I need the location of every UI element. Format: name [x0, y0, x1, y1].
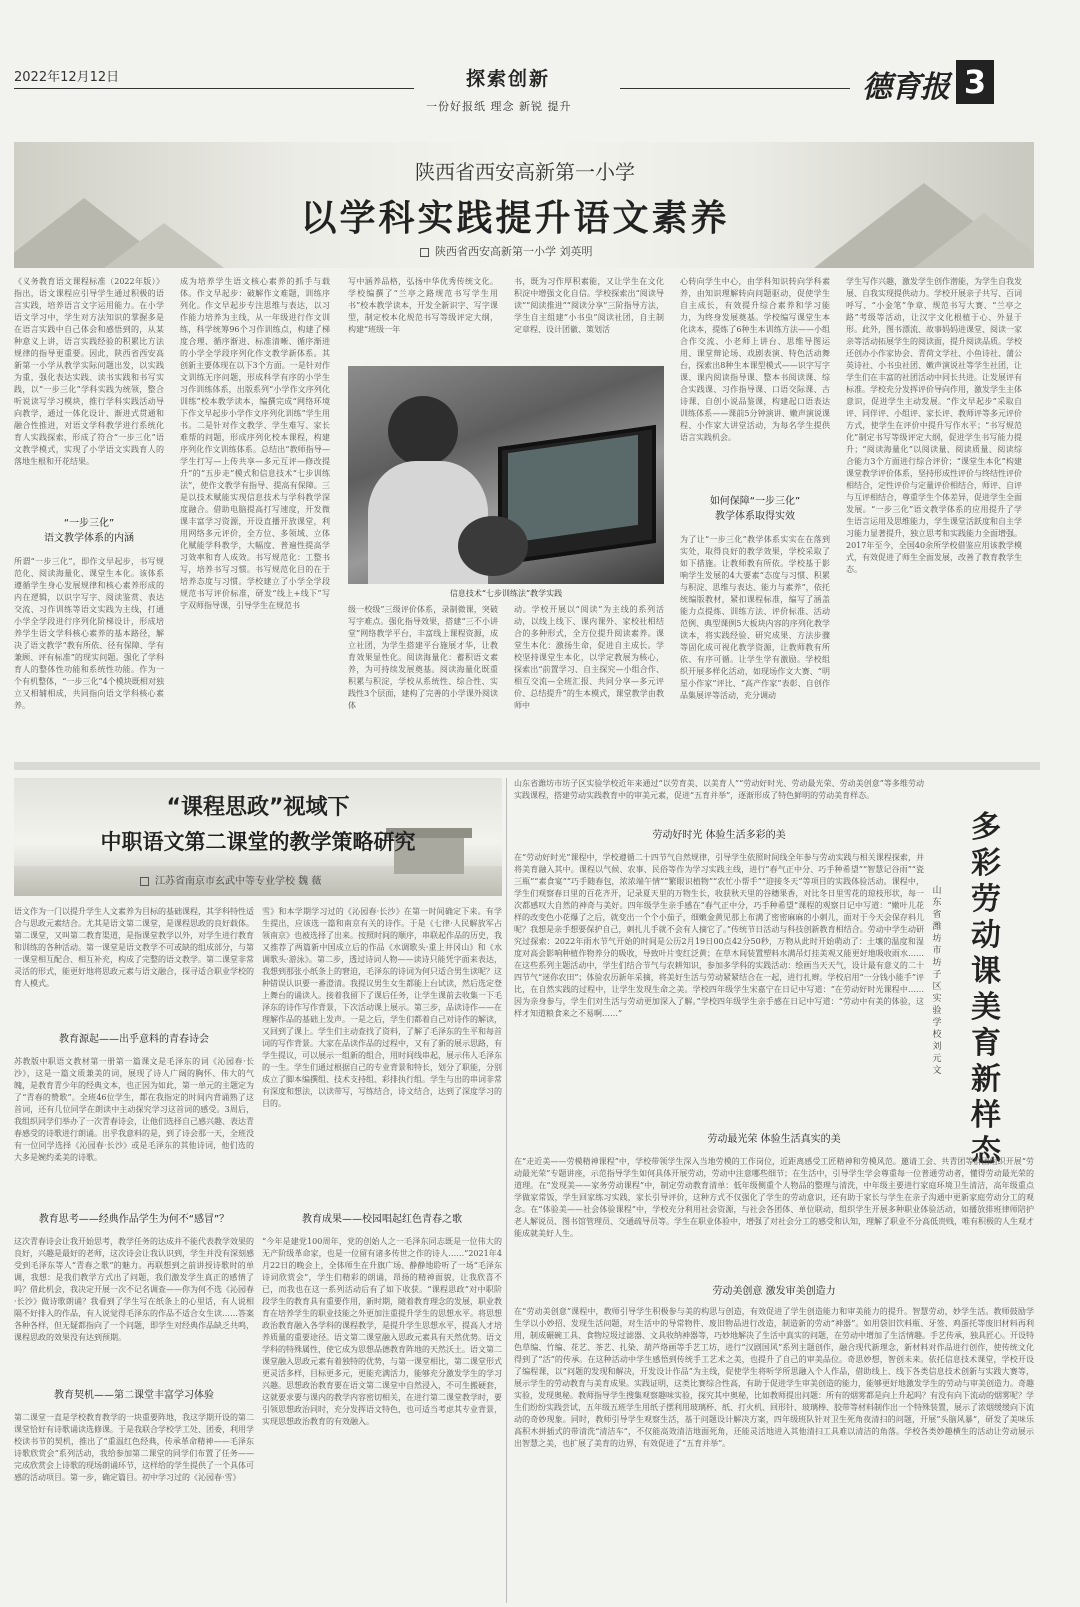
article2-title-line1: “课程思政”视域下	[166, 795, 350, 820]
article2-para-3: 第二课堂一直是学校教育教学的一块重要阵地，我这学期开设的第二课堂恰好有诗歌诵读选修课。于是我联合学校学工处、团委，利用学校读书节的契机，推出了“重温红色经典，传承革命精神——毛泽东诗歌欣赏会”系列活动，我给参加第二课堂的同学们布置了任务——完成欣赏会上诗歌的现场朗诵环节，这样给的学生提供了一个具体可感的活动项目。第一步，确定篇目。初中学习过的《沁园春·雪》	[14, 1413, 254, 1482]
header-rule-left	[14, 88, 414, 89]
article1-subhead-1: “一步三化” 语文教学体系的内涵	[44, 518, 134, 544]
article2-para-2: 这次青春诗会让我开始思考，教学任务的达成并不能代表教学效果的良好，兴趣是最好的老师，这次诗会让我认识到，学生并没有深刻感受到毛泽东等人“青春之歌”的魅力。再联想到之前讲授诗歌时的单调，我想：是我们教学方式出了问题，我们激发学生真正的感情了吗？借此机会，我决定开展一次不记名调查——你为何不选《沁园春·长沙》做诗歌朗诵？我看到了学生写在纸条上的心里话，有人说相隔不好排入的作品，有人说觉得毛泽东的作品不适合女生读……答案各种各样，但无疑都指向了一个问题，即学生对经典作品缺乏共鸣，课程思政的效果没有达到预期。	[14, 1237, 254, 1342]
article2-para-1: 苏教版中职语文教材第一册第一篇课文是毛泽东的词《沁园春·长沙》，这是一篇文质兼美的词，展现了诗人广阔的胸怀、伟大的气魄，是教育青少年的经典文本，也正因为如此，第一单元的主题定为了“青春的赞歌”。全班46位学生，都在我指定的时间内背诵熟了这首词，还有几位同学在朗读中主动探究学习这首词的感受。3周后，我组织同学们举办了一次青春诗会，让他们选择自己感兴趣、表达青春感受的诗歌进行朗诵。出乎我意料的是，到了诗会那一天，全班没有一位同学选择《沁园春·长沙》或是毛泽东的其他诗词，他们选的大多是婉约柔美的诗歌。	[14, 1057, 254, 1162]
article3-para-3: 在“劳动美创意”课程中，教师引导学生积极参与美的构思与创造，有效促进了学生创造能力和审美能力的提升。智慧劳动，妙学生活。教师鼓励学生学以小妙招、发现生活问题，对生活中的导常物件、废旧物品进行改造，制造新的劳动“神器”。如用袋旧饮料瓶、牙签、鸡蛋托等废旧材料再利用，制成碾碗工具、食物垃圾过滤器、文具收纳神器等，巧妙地解决了生活中真实的问题，在劳动中增加了生活情趣。手艺传承，独具匠心。开设特色草编、竹编、花艺、茶艺、扎染、葫芦烙画等手艺工坊，进行“汉剧国风”系列主题创作，融合现代新理念，新材料对作品进行创作，使传统文化得到了“活”的传承。在这种活动中学生感悟到传统手工艺术之美，也提升了自己的审美品位。奇思妙想，智创未来。依托信息技术课堂，学校开设了编程课，以“问题的发现和解决，开发设计作品”为主线，促使学生将听学所思融入个人作品，借助线上、线下各类信息技术创新与实践大赛等，展示学生的劳动教育与美育成果。实践证明，这类比赛综合性高，有助于促进学生审美创造的能力，能够更好地激发学生的劳动与审美创造力。奇趣实验，发现奥秘。教师指导学生搜集观察趣味实验，探究其中奥秘，比如教师提出问题：所有的烟雾都是向上升起吗？有没有向下流动的烟雾呢？学生们纷纷实践尝试，五年级五班学生用纸子摆利用玻璃杯、纸、打火机、回形针、玻璃棒、胶带等材料制作出一个特殊装置，展示了浓烟缓缓向下流动的奇妙现象。同时，教师引导学生观察生活，基于问题设计解决方案，四年级班队针对卫生死角夜清扫的问题，开展“头脑风暴”，研发了美味乐高积木拼插式的带清洗“清洁车”，不仅能高效清洁地面死角，还能灵活地进入其他清扫工具难以清洁的角落。学校各类妙趣横生的活动让劳动展示出智慧之美，也扩展了美育的边界，有效促进了“五育并举”。	[514, 1307, 1034, 1448]
article2-heading-1: 教育源起——出乎意料的青春诗会	[59, 1034, 209, 1045]
article3-author: 山东省潍坊市坊子区实验学校 刘元文	[932, 886, 942, 1076]
header-rule-right	[620, 88, 850, 89]
article1-col4-text: 书，既为习作厚积素能，又让学生在文化积淀中增强文化自信。学校探索出“阅读导读”“阅读推进”“阅读分享”三阶指导方法，学生自主组建“小书虫”阅读社团，自主制定章程、设计团徽、策划活	[514, 277, 664, 334]
article2-title-line2: 中职语文第二课堂的教学策略研究	[100, 830, 416, 854]
article1-col1-text: 《义务教育语文课程标准（2022年版）》指出，语文课程应引导学生通过积极的语言实践，培养语言文字运用能力。在小学语文学习中，学生对方法知识的掌握多是在语言实践中自己体会和感悟到的，从某种意义上讲，语言实践经验的积累比方法规律的指导更重要。因此，陕西省西安高新第一小学从教学实际问题出发，以实践为重，强化表达实践、读书实践和书写实践，以“一步三化”学科实践为统领，整合听说读写学习模块，推行学科实践活动导向教学，通过一体化设计、渐进式贯通和融合性推进，对语文学科教学进行系统化育人实践探索，形成了符合“一步三化”语文教学模式，实现了小学语文实践育人的落地生根和开花结果。	[14, 277, 164, 466]
article3-heading-3: 劳动美创意 激发审美创造力	[712, 1286, 836, 1297]
article2-heading-3: 教育契机——第二课堂丰富学习体验	[54, 1390, 214, 1401]
article1-subhead-2: 如何保障“一步三化” 教学体系取得实效	[709, 496, 801, 522]
article3-heading-2: 劳动最光荣 体验生活真实的美	[707, 1134, 841, 1145]
article3-intro: 山东省潍坊市坊子区实验学校近年来通过“以劳育美、以美育人”“劳动好时光、劳动最光荣、劳动美创意”等多维劳动实践课程，搭建劳动实践教育中的审美元素，促进“五育并举”，逐渐形成了特色鲜明的劳动美育样态。	[514, 779, 924, 800]
article1-col1-text-b: 所谓“一步三化”，即作文早起步，书写规范化、阅读海量化、课堂生本化。该体系遵循学生身心发展规律和核心素养形成的内在逻辑，以识字写字、阅读鉴赏、表达交流、习作训练等语文实践为主线，打通小学全学段进行序列化阶梯设计，形成培养学生语文学科核心素养的基本路径，解决了语文教学“教有所依、径有保障、学有兼顾、评有标准”的现实问题。强化了学科育人的整体性功能和系统性功能。作为一个有机整体，“一步三化”4个模块既相对独立又相辅相成，共同指向语文学科核心素养。	[14, 557, 164, 710]
article1-byline	[420, 243, 593, 259]
article1-title: 以学科实践提升语文素养	[300, 198, 730, 239]
article1-col3-text-b: 级一校级”三级评价体系，录制微课，突破写字难点。强化指导效果，搭建“三不小讲堂”网络教学平台，丰富线上课程资源，成立社团，为学生搭建平台施展才华，让教育效果显性化。阅读海量化：蓄积语文素养，为可持续发展奠基。阅读海量化既重积累与积淀，学校从系统性、综合性、实践性3个层面，建构了完善的小学课外阅读体	[348, 605, 498, 710]
article2-col2-text: 雪》和本学期学习过的《沁园春·长沙》在第一时间确定下来。有学生提出，应该选一篇和南京有关的诗作。于是《七律·人民解放军占领南京》也被选择了出来。按照时间的顺序，串联起作品的历史，我又推荐了两篇新中国成立后的作品《水调歌头·重上井冈山》和《水调歌头·游泳》。第二步，透过诗词人物——读诗只能凭字面来表达，我想到那张小纸条上的窘迫，毛泽东的诗词为何只适合男生读呢？这种错误认识要一番澄清。我提议男生女生都能上台试读，然后选定登上舞台的诵读人。接着我留下了课后任务，让学生课前去收集一下毛泽东的诗作写作背景，下次活动课上展示。第三步，品读诗作——在理解作品的基础上发声。一是之后，学生们都着自己对诗作的解读，又回到了课上。学生们主动查找了资料，了解了毛泽东的生平和每首词的写作背景。大家在品读作品的过程中，又有了新的展示思路，有学生提议，可以展示一组新的组合，用时间线串起，展示伟人毛泽东的一生。学生们通过根据自己的专业背景和特长，划分了职能，分别成立了脚本编撰组、技术支持组、彩排执行组。学生与出的串词非常有深度和想法，以读带写，写练结合，诗文结合，达到了深度学习的目的。	[262, 907, 502, 1108]
article1-col2-text: 成为培养学生语文核心素养的抓手与载体。作文早起步：破解作文难题，训练序列化。作文早起步专注思维与表达，以习作能力培养为主线，从一年级进行作文训练，科学统筹96个习作训练点，构建了梯度合理、循序渐进、标准清晰、循序渐进的小学全学段序列化作文教学新体系。其创新主要体现在以下3个方面。一是针对作文训练无序问题，形成科学有序的小学生习作训练体系，出版系列“小学作文序列化训练”校本教学读本，编撰完成“网络环境下作文早起步小学作文序列化训练”学生用书。二是针对作文教学、学生难写、家长难帮的问题，形成序列化校本课程，构建序列化作文训练体系。总结出“教师指导—学生打写—上传共享—多元互评—修改提升”的“五步走”模式和信息技术“七步训练法”，使作文教学有指导、提高有保障。三是以技术赋能实现信息技术与学科教学深度融合。借助电脑提高打写速度，开发微课丰富学习资源，开设直播开放课堂，利用网络多元评价，全方位、多领域、立体化赋能学科教学，大幅度、普遍性提高学习效率和育人成效。书写规范化：工整书写，培养书写习惯。书写规范化目的在于培养态度与习惯。学校建立了小学全学段规范书写评价标准，研发“线上+线下”写字双师指导课，引导学生在规范书	[180, 277, 330, 610]
article1-col4-text-b: 动。学校开展以“阅读”为主线的系列活动，以线上线下、课内课外、家校社相结合的多种形式，全方位提升阅读素养。课堂生本化：激扬生命，促进自主成长。学校坚持课堂生本化，以学定教展为核心，探索出“前置学习、自主探究—小组合作、相互交流—全班汇报、共同分享—多元评价、总结提升”的生本模式，课堂教学由教师中	[514, 605, 664, 710]
article1-subtitle: 陕西省西安高新第一小学	[415, 160, 635, 184]
article2-heading-2: 教育思考——经典作品学生为何不“感冒”？	[38, 1214, 230, 1225]
article2-byline	[140, 872, 321, 887]
section-divider-band	[14, 762, 1040, 770]
photo-caption: 信息技术“七步训练法”教学实践	[449, 589, 563, 598]
section-title: 探索创新	[466, 68, 551, 90]
article2-author: 江苏省南京市玄武中等专业学校 魏 薇	[155, 876, 322, 887]
issue-date: 2022年12月12日	[14, 70, 120, 85]
newspaper-logo: 德育报	[862, 70, 949, 105]
column-divider	[506, 778, 507, 1603]
article1-col6-text: 学生写作兴趣，激发学生创作潜能，为学生自我发展、自我实现提供动力。学校开展亲子共写、百词呼写、“小金笔”争章、规范书写大赛、“兰亭之路”考级等活动，让汉字文化根植于心、外显于形。此外，图书漂流、故事妈妈进课堂、阅读一家亲等活动拓展学生的阅读面，提升阅读品质。学校还创办小作家协会、青荷文学社、小鱼诗社、蒲公英诗社、小书虫社团、嫩声演说社等学生社团，让学生们在丰富的社团活动中同长共进。让发展评有标准。学校充分发挥评价导向作用，激发学生主体意识，促进学生主动发展。“作文早起步”采取自评、同伴评、小组评、家长评、教师评等多元评价方式，使学生在评价中提升写作水平；“书写规范化”制定书写等级评定大纲，促进学生书写能力提升；“阅读海量化”以阅读量、阅读质量、阅读综合能力3个方面进行综合评价；“课堂生本化”构建课堂教学评价体系，坚持形成性评价与终结性评价相结合，定性评价与定量评价相结合，师评、自评与互评相结合，尊重学生个体差异，促进学生全面发展。“一步三化”语文教学体系的应用提升了学生语言运用及思维能力，学生课堂活跃度和自主学习能力显著提升，独立思考和实践能力全面增强。2017年至今，全国40余所学校借鉴应用该教学模式，有效促进了师生全面发展，改善了教育教学生态。	[846, 277, 1022, 574]
article1-col5-text: 心转向学生中心，由学科知识转向学科素养，由知识理解转向问题驱动，促使学生自主成长，有效提升综合素养和学习能力，为终身发展奠基。学校编写课堂生本化读本，提炼了6种生本训练方法——小组合作交流、小老师上讲台、思维导图运用、课堂辩论场、戏剧表演、特色活动舞台，探索出8种生本课型模式——识字写字课、课内阅读指导课、整本书阅读课、综合实践课、习作指导课、口语交际课、古诗课、自创小说品鉴课，构建起口语表达训练体系——课前5分钟演讲、嫩声演说课程、小作家大讲堂活动，为每名学生提供语言实践机会。	[680, 277, 830, 442]
article1-col3-text: 写中涵养品格，弘扬中华优秀传统文化。学校编撰了“兰亭之路规范书写学生用书”校本教学读本，开发全新识字、写字课型，制定校本化规范书写等级评定大纲，构建“班级一年	[348, 277, 498, 334]
square-bullet-icon	[140, 877, 149, 886]
article1-author: 陕西省西安高新第一小学 刘英明	[435, 245, 593, 258]
page-number-badge: 3	[956, 60, 994, 104]
article3-heading-1: 劳动好时光 体验生活多彩的美	[652, 830, 786, 841]
article3-title: 多彩劳动课 美育新样态	[971, 810, 1001, 1169]
article3-para-2: 在“走近美——劳模精神课程”中，学校带领学生深入当地劳模的工作岗位，近距离感受工匠精神和劳模风范。邀请工会、共青团等群团组织开展“劳动最光荣”专题讲座，示范指导学生如何具体开展劳动，劳动中注意哪些细节；在生活中，引导学生学会尊重每一位普通劳动者，懂得劳动最光荣的道理。在“发现美——家务劳动课程”中，制定劳动教育清单：低年级侧重个人物品的整理与清洗，中年级主要进行家庭环境卫生清洁，高年级重点学做家常饭，学生回家练习实践，家长引导评价，这种方式不仅强化了学生的劳动意识，还有助于家长与学生在亲子沟通中更新家庭劳动分工的观念。在“体验美——社会体验课程”中，学校充分利用社会资源，与社会各团体、单位联动，组织学生开展多种职业体验活动，如播放排班律师陪护老人解说员、图书馆管理员、交通疏导员等。学生在职业体验中，增强了对社会分工的感受和认知，理解了职业不分高低贵贱，唯有积极的人生观才能成就美好人生。	[514, 1157, 1034, 1238]
article2-intro: 语文作为一门以提升学生人文素养为目标的基础课程，其学科特性适合与思政元素结合。尤其是语文第二课堂，是课程思政的良好载体。第二课堂，又叫第二教育渠道，是指课堂教学以外，对学生进行教育和训练的各种活动。第一课堂是语文教学不可或缺的组成部分，与第一课堂相互配合、相互补充，构成了完整的语文教学。第二课堂非常灵活的形式，能更好地将思政元素与语文融合，探寻适合职业学校的育人模式。	[14, 907, 254, 988]
article1-photo	[348, 366, 664, 584]
article1-col5-text-b: 为了让“一步三化”教学体系实实在在落到实处，取得良好的教学效果，学校采取了如下措施。让教师教有所依。学校基于影响学生发展的4大要素“态度与习惯、积累与积淀、思维与表达、能力与素养”，依托统编版教材，紧扣课程标准，编写了涵盖能力点提炼、训练方法、评价标准、活动范例、典型课例5大板块内容的序列化教学读本，将实践经验、研究成果、方法步骤等固化成可视化教学资源，让教师教有所依、有序可循。让学生学有激励。学校组织开展多样化活动，如现场作文大赛、“明星小作家”评比、“高产作家”表彰、自创作品集展评等活动，充分调动	[680, 535, 830, 700]
square-bullet-icon	[420, 248, 429, 257]
header-slogan: 一份好报纸 理念 新锐 提升	[426, 100, 572, 113]
article3-para-1: 在“劳动好时光”课程中，学校遵循二十四节气自然规律，引导学生依照时间线全年参与劳动实践与相关课程探索，并将美育融入其中。课程以气候、农事、民俗等作为学习实践主线，进行“春气正中分、巧手种希望”“智慧记谷雨”“瓷三瓶”“素食宴”“巧手随春包，浓浓端午情”“繁眼识植物”“农忙小帮手”“迎接冬天”等项目的实践体验活动。课程中，学生们观察春日里的百花齐开，记录夏天里的万物生长，收获秋天里的谷穗果香，对比冬日里雪花的琼枝形状，每一次都感叹大自然的神奇与美好。四年级学生亲手感在“春气正中分，巧手种希望”课程的观察日记中写道：“嫩叶儿花样的改变色小花爆了之后，就变出一个个小茄子，细嫩金黄见那上布满了密密麻麻的小刺儿，面对于今天会保存料儿呢？我想是亲手想要保护自己，刺扎儿手就不会有人摘它了。”传统节日活动与科技创新教育相结合。劳动中学生动研究过探索：2022年雨水节气开始的时间是公历2月19日00点42分50秒，万物从此时开始萌动了：土壤的温度和湿度对高会影响种植作物养分的吸收，导致叶片变红泛黄；在草木间装置塑料水满吊灯挂美观又能更好地吸收雨水……在这些系列主题活动中，学生们结合节气与农耕知识，参加多学科的实践活动：绘画当天天气，设计最有意义的二十四节气“迷你农田”；体验农历新年采摘，将美好生活与劳动紧紧结合在一起，进行扎辫。学校启用“一分钱小能手”评比，在自然实践的过程中，让学生发现生命之美。学校四年级学生宋嘉宁在日记中写道：“在劳动好时光课程中……因为亲身参与，学生们对生活与劳动更加深入了解。”学校四年级学生亲手感在日记中写道：“劳动中有美的体验，这样才知道粮食来之不易啊……”	[514, 853, 924, 1018]
article2-para-4: “今年是建党100周年，党的创始人之一毛泽东同志既是一位伟大的无产阶级革命家，也是一位留有诸多传世之作的诗人……”2021年4月22日的晚会上，全体师生在升旗广场、静静地聆听了一场“毛泽东诗词欣赏会”，学生们精彩的朗诵，昂扬的精神面貌，让我欣喜不已，而我也在这一系列活动后有了如下收获。“课程思政”对中职阶段学生的教育具有重要作用，新时期，随着教育理念的发展，职业教育在培养学生的职业技能之外更加注重提升学生的思想水平。将思想政治教育融入各学科的课程教学，是提升学生思想水平，提高人才培养质量的重要途径。语文第二课堂融入思政元素具有天然优势。语文学科的特殊属性，使它成为思想品德教育阵地的天然沃土。语文第二课堂融入思政元素有着独特的优势，与第一课堂相比，第二课堂形式更灵活多样，目标更多元，更能充满活力，能够充分激发学生的学习兴趣。思想政治教育要在语文第二课堂中自然浸入，不可生搬硬套，这就要求要与课内的教学内容密切相关，在进行第二课堂教学时，要引领思想政治同时，充分发挥语文特色，也可适当考虑其专业背景，实现思想政治教育的有效融入。	[262, 1237, 502, 1426]
article2-heading-4: 教育成果——校园唱起红色青春之歌	[302, 1214, 462, 1225]
